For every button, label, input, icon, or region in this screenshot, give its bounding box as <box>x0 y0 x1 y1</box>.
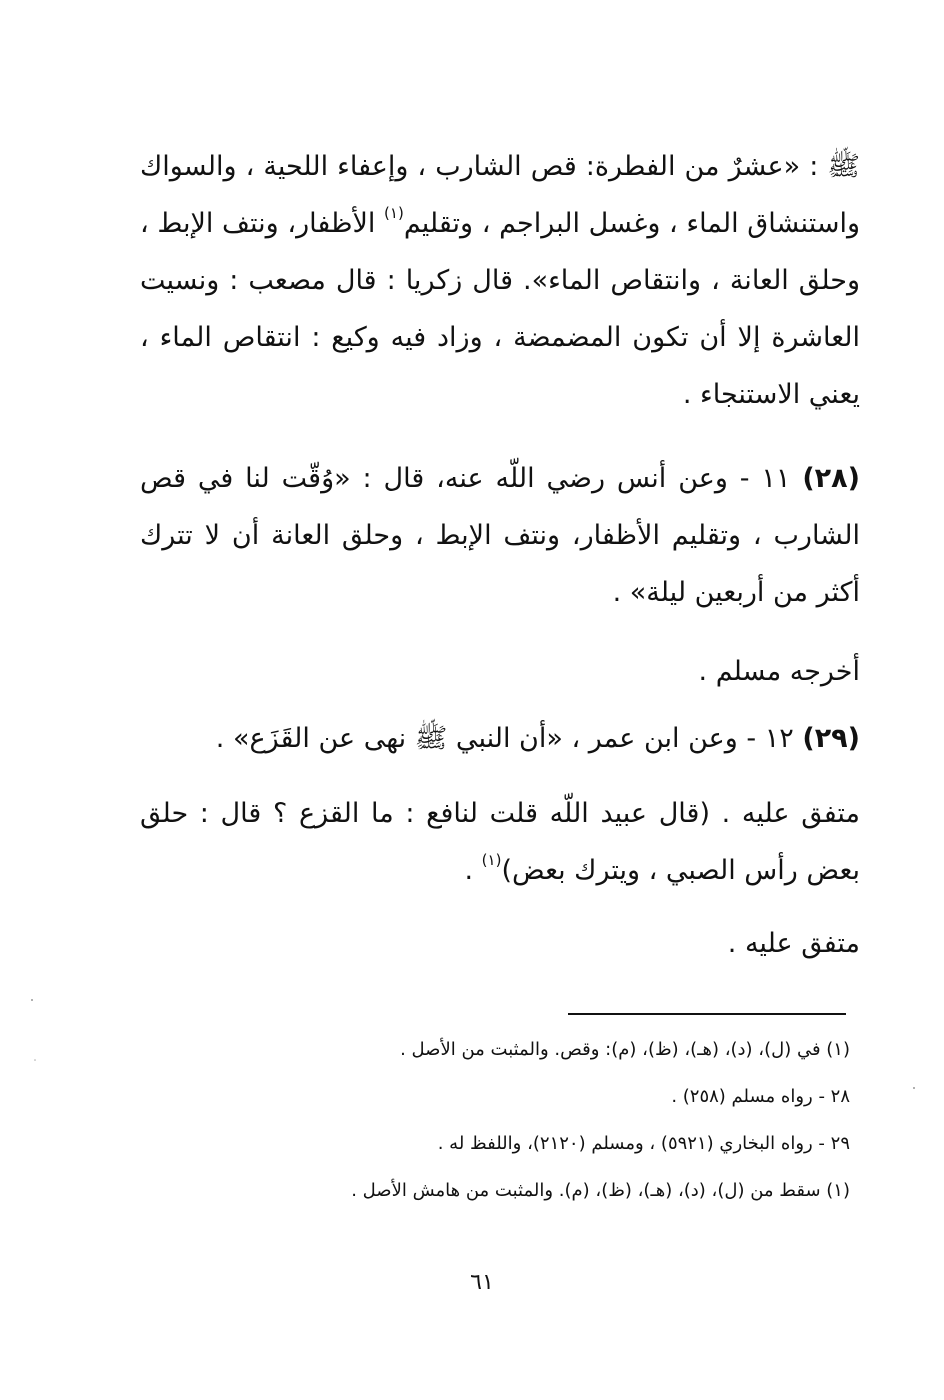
paragraph-text: الأظفار، ونتف الإبط ، وحلق العانة ، وانتقاص الماء». قال زكريا : قال مصعب : ونسيت العاشرة إلا أن تكون المضمضة ، وزاد فيه وكيع : انتقاص الماء ، يعني الاستنجاء . <box>140 208 860 410</box>
hadith-number: (٢٨) <box>802 463 860 494</box>
paragraph-text: ١١ - وعن أنس رضي اللّه عنه، قال : «وُقّت لنا في قص الشارب ، وتقليم الأظفار، ونتف الإبط ، وحلق العانة أن لا تترك أكثر من أربعين ليلة» . <box>140 463 860 608</box>
footnote-marker: (١) <box>384 204 404 222</box>
footnote-line: (١) سقط من (ل)، (د)، (هـ)، (ظ)، (م). والمثبت من هامش الأصل . <box>351 1180 850 1201</box>
source-text: متفق عليه . <box>727 928 860 959</box>
paragraph-text: . <box>464 855 482 886</box>
paragraph-text: ﷺ : «عشرٌ من الفطرة: قص الشارب ، وإعفاء اللحية ، والسواك واستنشاق الماء ، وغسل البراجم ، وتقليم <box>140 151 861 239</box>
footnote-line: ٢٨ - رواه مسلم (٢٥٨) . <box>671 1086 850 1107</box>
page-number: ٦١ <box>470 1270 494 1295</box>
footnote-line: ٢٩ - رواه البخاري (٥٩٢١) ، ومسلم (٢١٢٠)، واللفظ له . <box>437 1133 850 1154</box>
footnote-line: (١) في (ل)، (د)، (هـ)، (ظ)، (م): وقص. والمثبت من الأصل . <box>400 1039 850 1060</box>
footnote-marker: (١) <box>481 851 502 869</box>
paragraph-text: متفق عليه . (قال عبيد اللّه قلت لنافع : ما القزع ؟ قال : حلق بعض رأس الصبي ، ويترك بعض) <box>140 798 860 886</box>
hadith-number: (٢٩) <box>802 723 860 754</box>
source-text: أخرجه مسلم . <box>698 656 860 687</box>
paragraph-text: ١٢ - وعن ابن عمر ، «أن النبي ﷺ نهى عن القَزَع» . <box>215 723 803 754</box>
